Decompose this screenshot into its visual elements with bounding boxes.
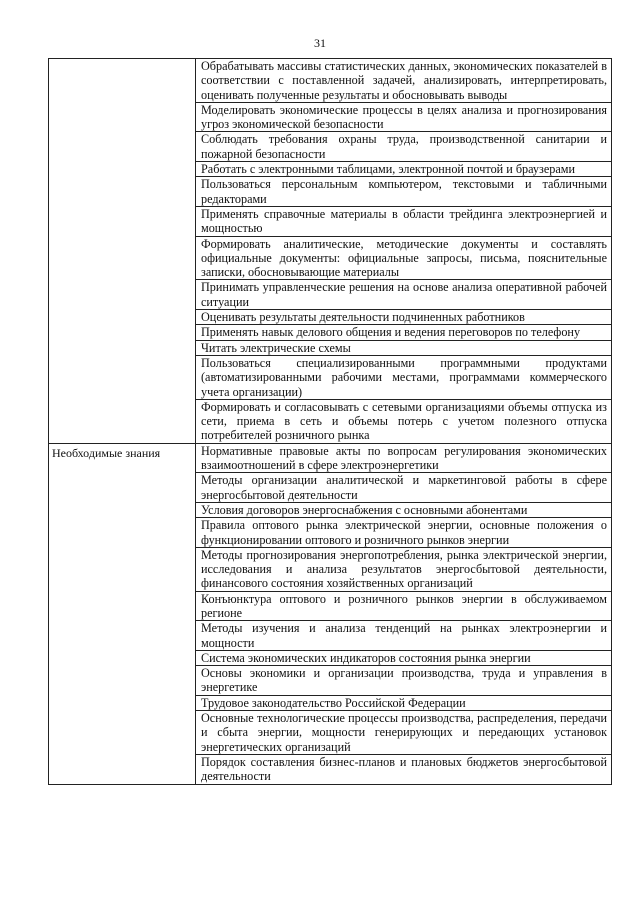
table-row [49,59,612,444]
section-items [196,59,612,444]
list-item: Порядок составления бизнес-планов и плановых бюджетов энергосбытовой деятельности [201,754,607,784]
list-item: Соблюдать требования охраны труда, производственной санитарии и пожарной безопасности [196,132,611,162]
list-item: Методы прогнозирования энергопотребления, рынка электрической энергии, исследования и анализа результатов энергосбытовой деятельности, финансового состояния хозяйственных организаций [196,548,611,592]
list-item: Формировать аналитические, методические документы и составлять официальные документы: официальные запросы, письма, пояснительные записки, обосновывающие материалы [196,237,611,281]
list-item: Основы экономики и организации производства, труда и управления в энергетике [196,666,611,696]
list-item: Пользоваться персональным компьютером, текстовыми и табличными редакторами [196,177,611,207]
list-item: Методы изучения и анализа тенденций на рынках электроэнергии и мощности [196,621,611,651]
list-item: Оценивать результаты деятельности подчиненных работников [196,310,611,325]
section-label: Необходимые знания [49,443,196,784]
list-item: Принимать управленческие решения на основе анализа оперативной рабочей ситуации [196,280,611,310]
section-label [49,59,196,444]
list-item: Основные технологические процессы производства, распределения, передачи и сбыта энергии, мощности генерирующих и передающих установок энергетических организаций [196,711,611,755]
list-item: Формировать и согласовывать с сетевыми организациями объемы отпуска из сети, приема в сеть и объемы потерь с учетом полезного отпуска потребителей розничного рынка [201,399,607,443]
list-item: Система экономических индикаторов состояния рынка энергии [196,651,611,666]
table-row [49,443,612,784]
list-item: Применять справочные материалы в области трейдинга электроэнергией и мощностью [196,207,611,237]
list-item: Применять навык делового общения и ведения переговоров по телефону [196,325,611,340]
list-item: Нормативные правовые акты по вопросам регулирования экономических взаимоотношений в сфере электроэнергетики [196,444,611,474]
table-body [49,59,612,785]
list-item: Читать электрические схемы [196,341,611,356]
section-items [196,443,612,784]
list-item: Правила оптового рынка электрической энергии, основные положения о функционировании оптового и розничного рынков энергии [196,518,611,548]
page-number: 31 [314,36,326,50]
list-item: Конъюнктура оптового и розничного рынков энергии в обслуживаемом регионе [196,592,611,622]
list-item: Моделировать экономические процессы в целях анализа и прогнозирования угроз экономической безопасности [196,103,611,133]
list-item: Работать с электронными таблицами, электронной почтой и браузерами [196,162,611,177]
list-item: Методы организации аналитической и маркетинговой работы в сфере энергосбытовой деятельности [196,473,611,503]
qualification-table [48,58,612,785]
list-item: Трудовое законодательство Российской Федерации [196,696,611,711]
list-item: Обрабатывать массивы статистических данных, экономических показателей в соответствии с поставленной задачей, анализировать, интерпретировать, оценивать полученные результаты и обосновывать выводы [196,59,611,103]
list-item: Пользоваться специализированными программными продуктами (автоматизированными рабочими местами, программами коммерческого учета организации) [196,356,611,400]
list-item: Условия договоров энергоснабжения с основными абонентами [196,503,611,518]
